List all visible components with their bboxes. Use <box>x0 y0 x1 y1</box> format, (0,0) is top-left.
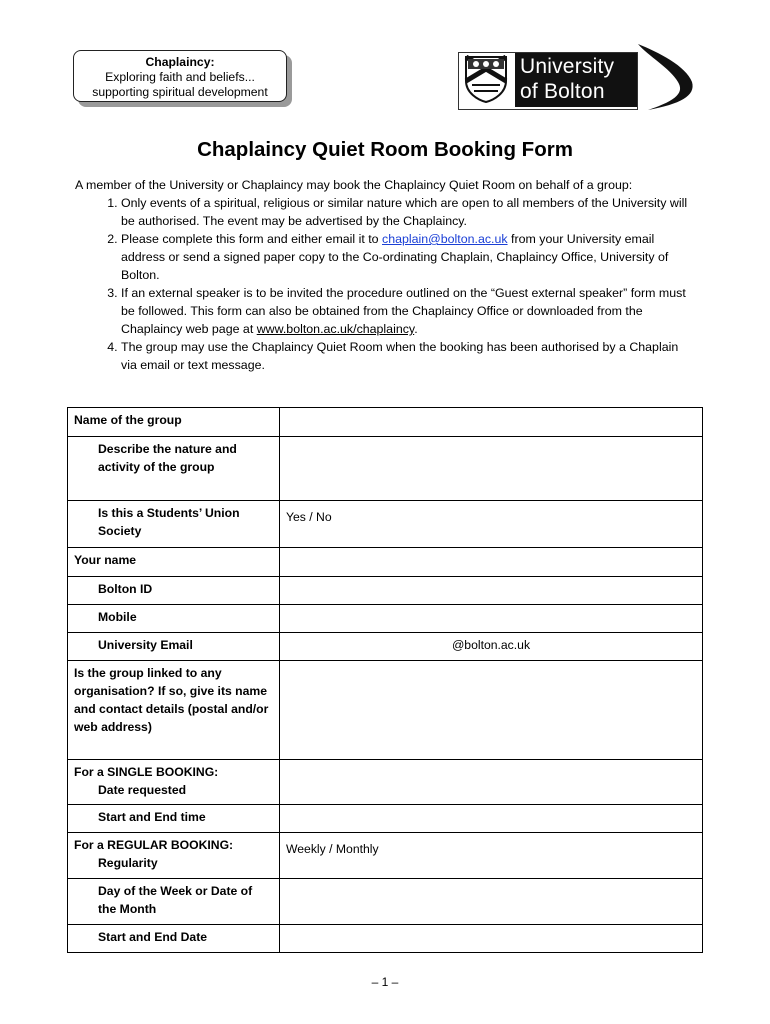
label-linked-organisation: Is the group linked to any organisation? If so, give its name and contact details (postal and/or web address) <box>68 661 280 760</box>
instruction-item: 2. Please complete this form and either email it to chaplain@bolton.ac.uk from your University email address or send a signed paper copy to the Co-ordinating Chaplain, Chaplaincy Office, University of Bolton. <box>121 230 695 284</box>
chaplaincy-web-link[interactable]: www.bolton.ac.uk/chaplaincy <box>256 322 415 336</box>
instruction-item: 3. If an external speaker is to be invited the procedure outlined on the “Guest external speaker” form must be followed. This form can also be obtained from the Chaplaincy Office or downloaded from the Chaplaincy web page at www.bolton.ac.uk/chaplaincy. <box>121 284 695 338</box>
university-email-field[interactable]: @bolton.ac.uk <box>280 633 703 661</box>
chaplain-email-link[interactable]: chaplain@bolton.ac.uk <box>382 232 508 246</box>
instruction-item: 1. Only events of a spiritual, religious or similar nature which are open to all members of the University will be authorised. The event may be advertised by the Chaplaincy. <box>121 194 695 230</box>
tagline-title: Chaplaincy: <box>145 55 215 69</box>
crest-icon <box>464 55 508 103</box>
chaplaincy-tagline-box <box>73 50 287 102</box>
label-regularity: Regularity <box>98 856 158 870</box>
start-end-time-field[interactable] <box>280 805 703 833</box>
label-start-end-date: Start and End Date <box>68 925 280 953</box>
label-su-society: Is this a Students’ Union Society <box>68 501 280 548</box>
label-bolton-id: Bolton ID <box>68 577 280 605</box>
label-group-name: Name of the group <box>68 408 280 437</box>
nature-field[interactable] <box>280 437 703 501</box>
tagline-line1: Exploring faith and beliefs... <box>105 70 255 84</box>
single-booking-heading: For a SINGLE BOOKING: <box>74 765 219 779</box>
label-regular-booking <box>68 833 280 879</box>
label-start-end-time: Start and End time <box>68 805 280 833</box>
university-logo <box>458 42 708 114</box>
instructions <box>75 176 695 374</box>
regularity-field[interactable]: Weekly / Monthly <box>280 833 703 879</box>
label-day-date: Day of the Week or Date of the Month <box>68 879 280 925</box>
label-your-name: Your name <box>68 548 280 577</box>
su-society-field[interactable]: Yes / No <box>280 501 703 548</box>
tagline-line2: supporting spiritual development <box>92 85 268 99</box>
start-end-date-field[interactable] <box>280 925 703 953</box>
intro-lead: A member of the University or Chaplaincy may book the Chaplaincy Quiet Room on behalf of a group: <box>75 178 633 192</box>
mobile-field[interactable] <box>280 605 703 633</box>
bolton-id-field[interactable] <box>280 577 703 605</box>
label-single-booking <box>68 760 280 805</box>
date-requested-field[interactable] <box>280 760 703 805</box>
logo-word-of-bolton: of Bolton <box>520 80 605 103</box>
label-university-email: University Email <box>68 633 280 661</box>
label-nature: Describe the nature and activity of the group <box>68 437 280 501</box>
regular-booking-heading: For a REGULAR BOOKING: <box>74 838 234 852</box>
page-number: – 1 – <box>371 975 399 989</box>
logo-word-university: University <box>520 55 615 78</box>
your-name-field[interactable] <box>280 548 703 577</box>
instruction-item: 4. The group may use the Chaplaincy Quiet Room when the booking has been authorised by a Chaplain via email or text message. <box>121 338 695 374</box>
label-date-requested: Date requested <box>98 783 187 797</box>
group-name-field[interactable] <box>280 408 703 437</box>
linked-organisation-field[interactable] <box>280 661 703 760</box>
logo-swoosh-icon <box>608 42 708 114</box>
page-title: Chaplaincy Quiet Room Booking Form <box>197 138 573 161</box>
day-date-field[interactable] <box>280 879 703 925</box>
booking-form-table <box>67 407 703 953</box>
label-mobile: Mobile <box>68 605 280 633</box>
